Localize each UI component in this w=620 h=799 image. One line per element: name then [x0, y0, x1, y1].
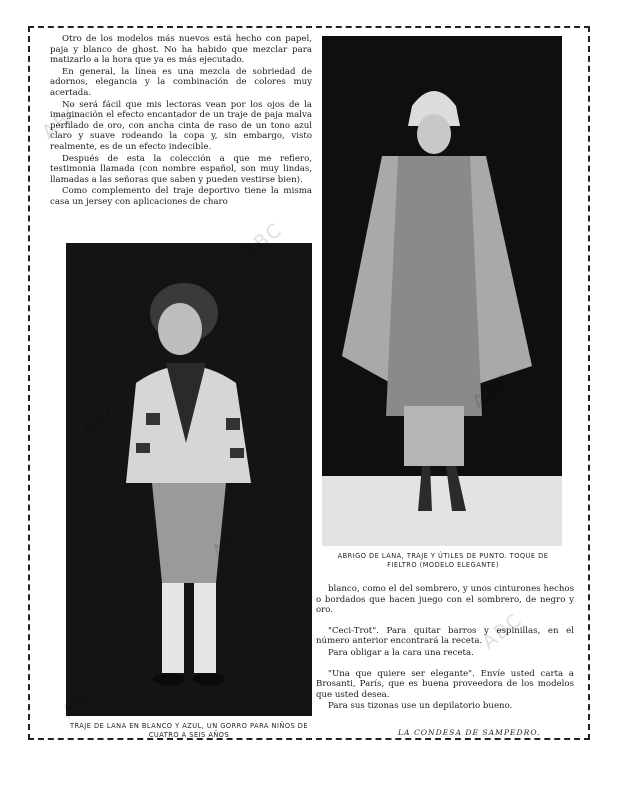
paragraph: Como complemento del traje deportivo tiene la misma casa un jersey con aplicaciones de charo: [50, 186, 312, 207]
boy-illustration: [66, 243, 312, 716]
photo-boy-costume: [66, 243, 312, 716]
woman-illustration: [322, 36, 562, 546]
paragraph: No será fácil que mis lectoras vean por los ojos de la imaginación el efecto encantador de un traje de paja malva perfilado de oro, con ancha cinta de raso de un tono azul claro y suave rodeando la copa y, sin embargo, visto realmente, es de un efecto indecible.: [50, 99, 312, 152]
caption-woman: ABRIGO DE LANA, TRAJE Y ÚTILES DE PUNTO. TOQUE DE FIELTRO (MODELO ELEGANTE): [337, 552, 549, 569]
paragraph: Después de esta la colección a que me refiero, testimonia llamada (con nombre español, son muy lindas, llamadas a las señoras que saben y pueden vestirse bien).: [50, 153, 312, 185]
watermark: ABC: [237, 218, 287, 264]
article-column-top: [50, 34, 312, 209]
paragraph: blanco, como el del sombrero, y unos cinturones hechos o bordados que hacen juego con el sombrero, de negro y oro.: [316, 584, 574, 616]
paragraph: Otro de los modelos más nuevos está hecho con papel, paja y blanco de ghost. No ha habido que mezclar para matizarlo a la hora que ya es más ejecutado.: [50, 34, 312, 66]
caption-boy: TRAJE DE LANA EN BLANCO Y AZUL, UN GORRO PARA NIÑOS DE CUATRO A SEIS AÑOS: [69, 722, 309, 739]
photo-woman-coat: [322, 36, 562, 546]
paragraph: En general, la línea es una mezcla de sobriedad de adornos, elegancia y la combinación de colores muy acertada.: [50, 66, 312, 98]
paragraph: "Ceci-Trot". Para quitar barros y espinillas, en el número anterior encontrará la receta.: [316, 625, 574, 647]
paragraph: Para obligar a la cara una receta.: [328, 647, 474, 658]
watermark: ABC: [477, 608, 527, 654]
article-column-right: [316, 584, 574, 713]
paragraph: Para sus tizonas use un depilatorio bueno.: [328, 701, 513, 712]
watermark: ABC: [37, 98, 87, 144]
paragraph: "Una que quiere ser elegante". Envíe usted carta a Brosanti, París, que es buena proveedora de los modelos que usted desea.: [316, 668, 574, 700]
author-signature: LA CONDESA DE SAMPEDRO.: [398, 728, 541, 737]
